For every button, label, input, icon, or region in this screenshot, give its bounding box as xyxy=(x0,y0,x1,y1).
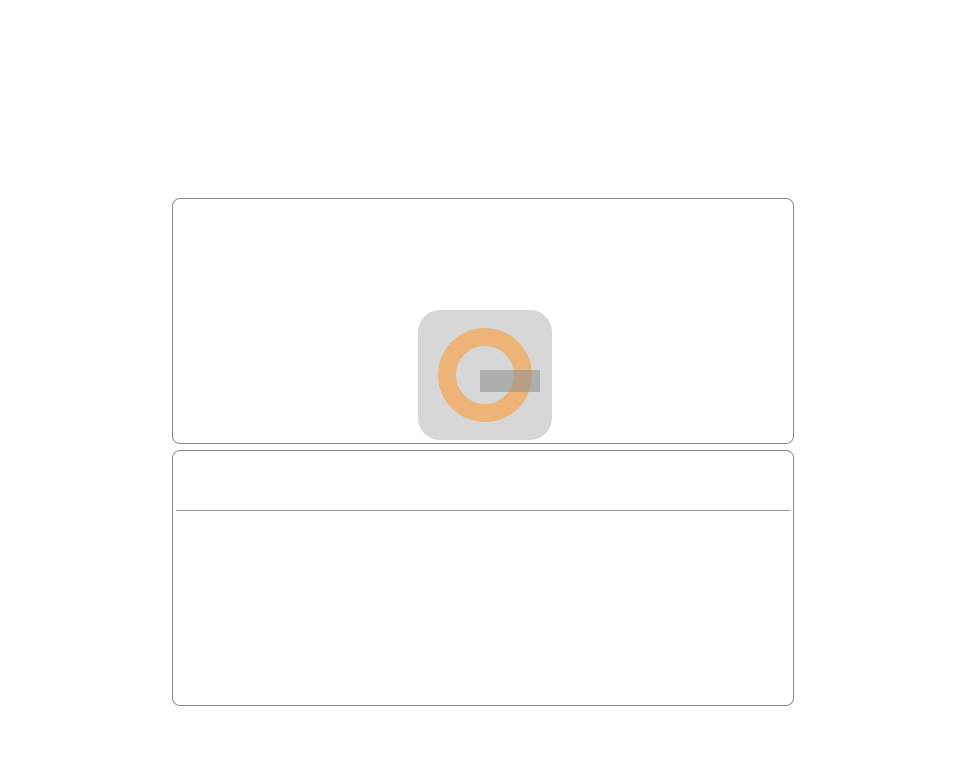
description-divider xyxy=(176,510,790,511)
description-body xyxy=(180,513,788,564)
watermark-logo-icon xyxy=(410,300,560,450)
description-box xyxy=(172,450,794,706)
